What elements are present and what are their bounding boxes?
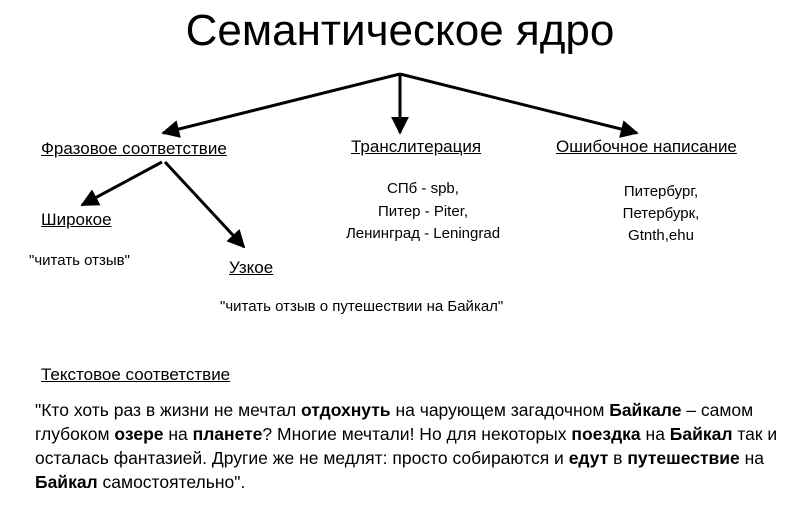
narrow-match-label: Узкое	[229, 258, 274, 277]
para-keyword: Байкале	[609, 400, 682, 420]
arrow-to-wide	[82, 162, 162, 205]
para-keyword: путешествие	[627, 448, 740, 468]
transliteration-heading: Транслитерация	[351, 137, 482, 156]
arrow-to-narrow	[165, 162, 244, 247]
para-segment: на	[739, 448, 765, 468]
para-segment: "Кто хоть раз в жизни не мечтал	[35, 400, 302, 420]
para-keyword: озере	[114, 424, 164, 444]
translit-example-1: СПб - spb,	[387, 180, 459, 197]
arrow-to-phrase	[163, 74, 400, 133]
para-segment: на	[163, 424, 193, 444]
misspell-example-2: Петербурк,	[622, 205, 700, 222]
wide-match-example: "читать отзыв"	[29, 252, 130, 269]
translit-example-3: Ленинград - Leningrad	[345, 225, 501, 242]
phrase-match-heading: Фразовое соответствие	[41, 139, 227, 158]
narrow-match-example: "читать отзыв о путешествии на Байкал"	[220, 298, 504, 315]
arrow-to-misspell	[400, 74, 637, 133]
para-segment: так и осталась фантазией. Другие же не медлят: просто собираются и	[35, 424, 778, 468]
text-match-paragraph	[35, 398, 785, 494]
para-keyword: Байкал	[35, 472, 98, 492]
text-match-heading: Текстовое соответствие	[41, 365, 231, 384]
translit-example-2: Питер - Piter,	[377, 203, 469, 220]
wide-match-label: Широкое	[41, 210, 112, 229]
para-keyword: отдохнуть	[301, 400, 391, 420]
para-segment: самостоятельно".	[97, 472, 246, 492]
para-segment: – самом глубоком	[35, 400, 754, 444]
misspelling-heading: Ошибочное написание	[556, 137, 737, 156]
para-keyword: Байкал	[669, 424, 733, 444]
misspell-example-3: Gtnth,ehu	[628, 227, 694, 244]
para-segment: ? Многие мечтали! Но для некоторых	[262, 424, 572, 444]
para-segment: на чарующем загадочном	[390, 400, 610, 420]
diagram-title: Семантическое ядро	[185, 6, 615, 55]
para-keyword: планете	[192, 424, 263, 444]
para-segment: на	[640, 424, 670, 444]
para-segment: в	[608, 448, 628, 468]
para-keyword: поездка	[571, 424, 641, 444]
para-keyword: едут	[568, 448, 609, 468]
misspell-example-1: Питербург,	[623, 183, 699, 200]
